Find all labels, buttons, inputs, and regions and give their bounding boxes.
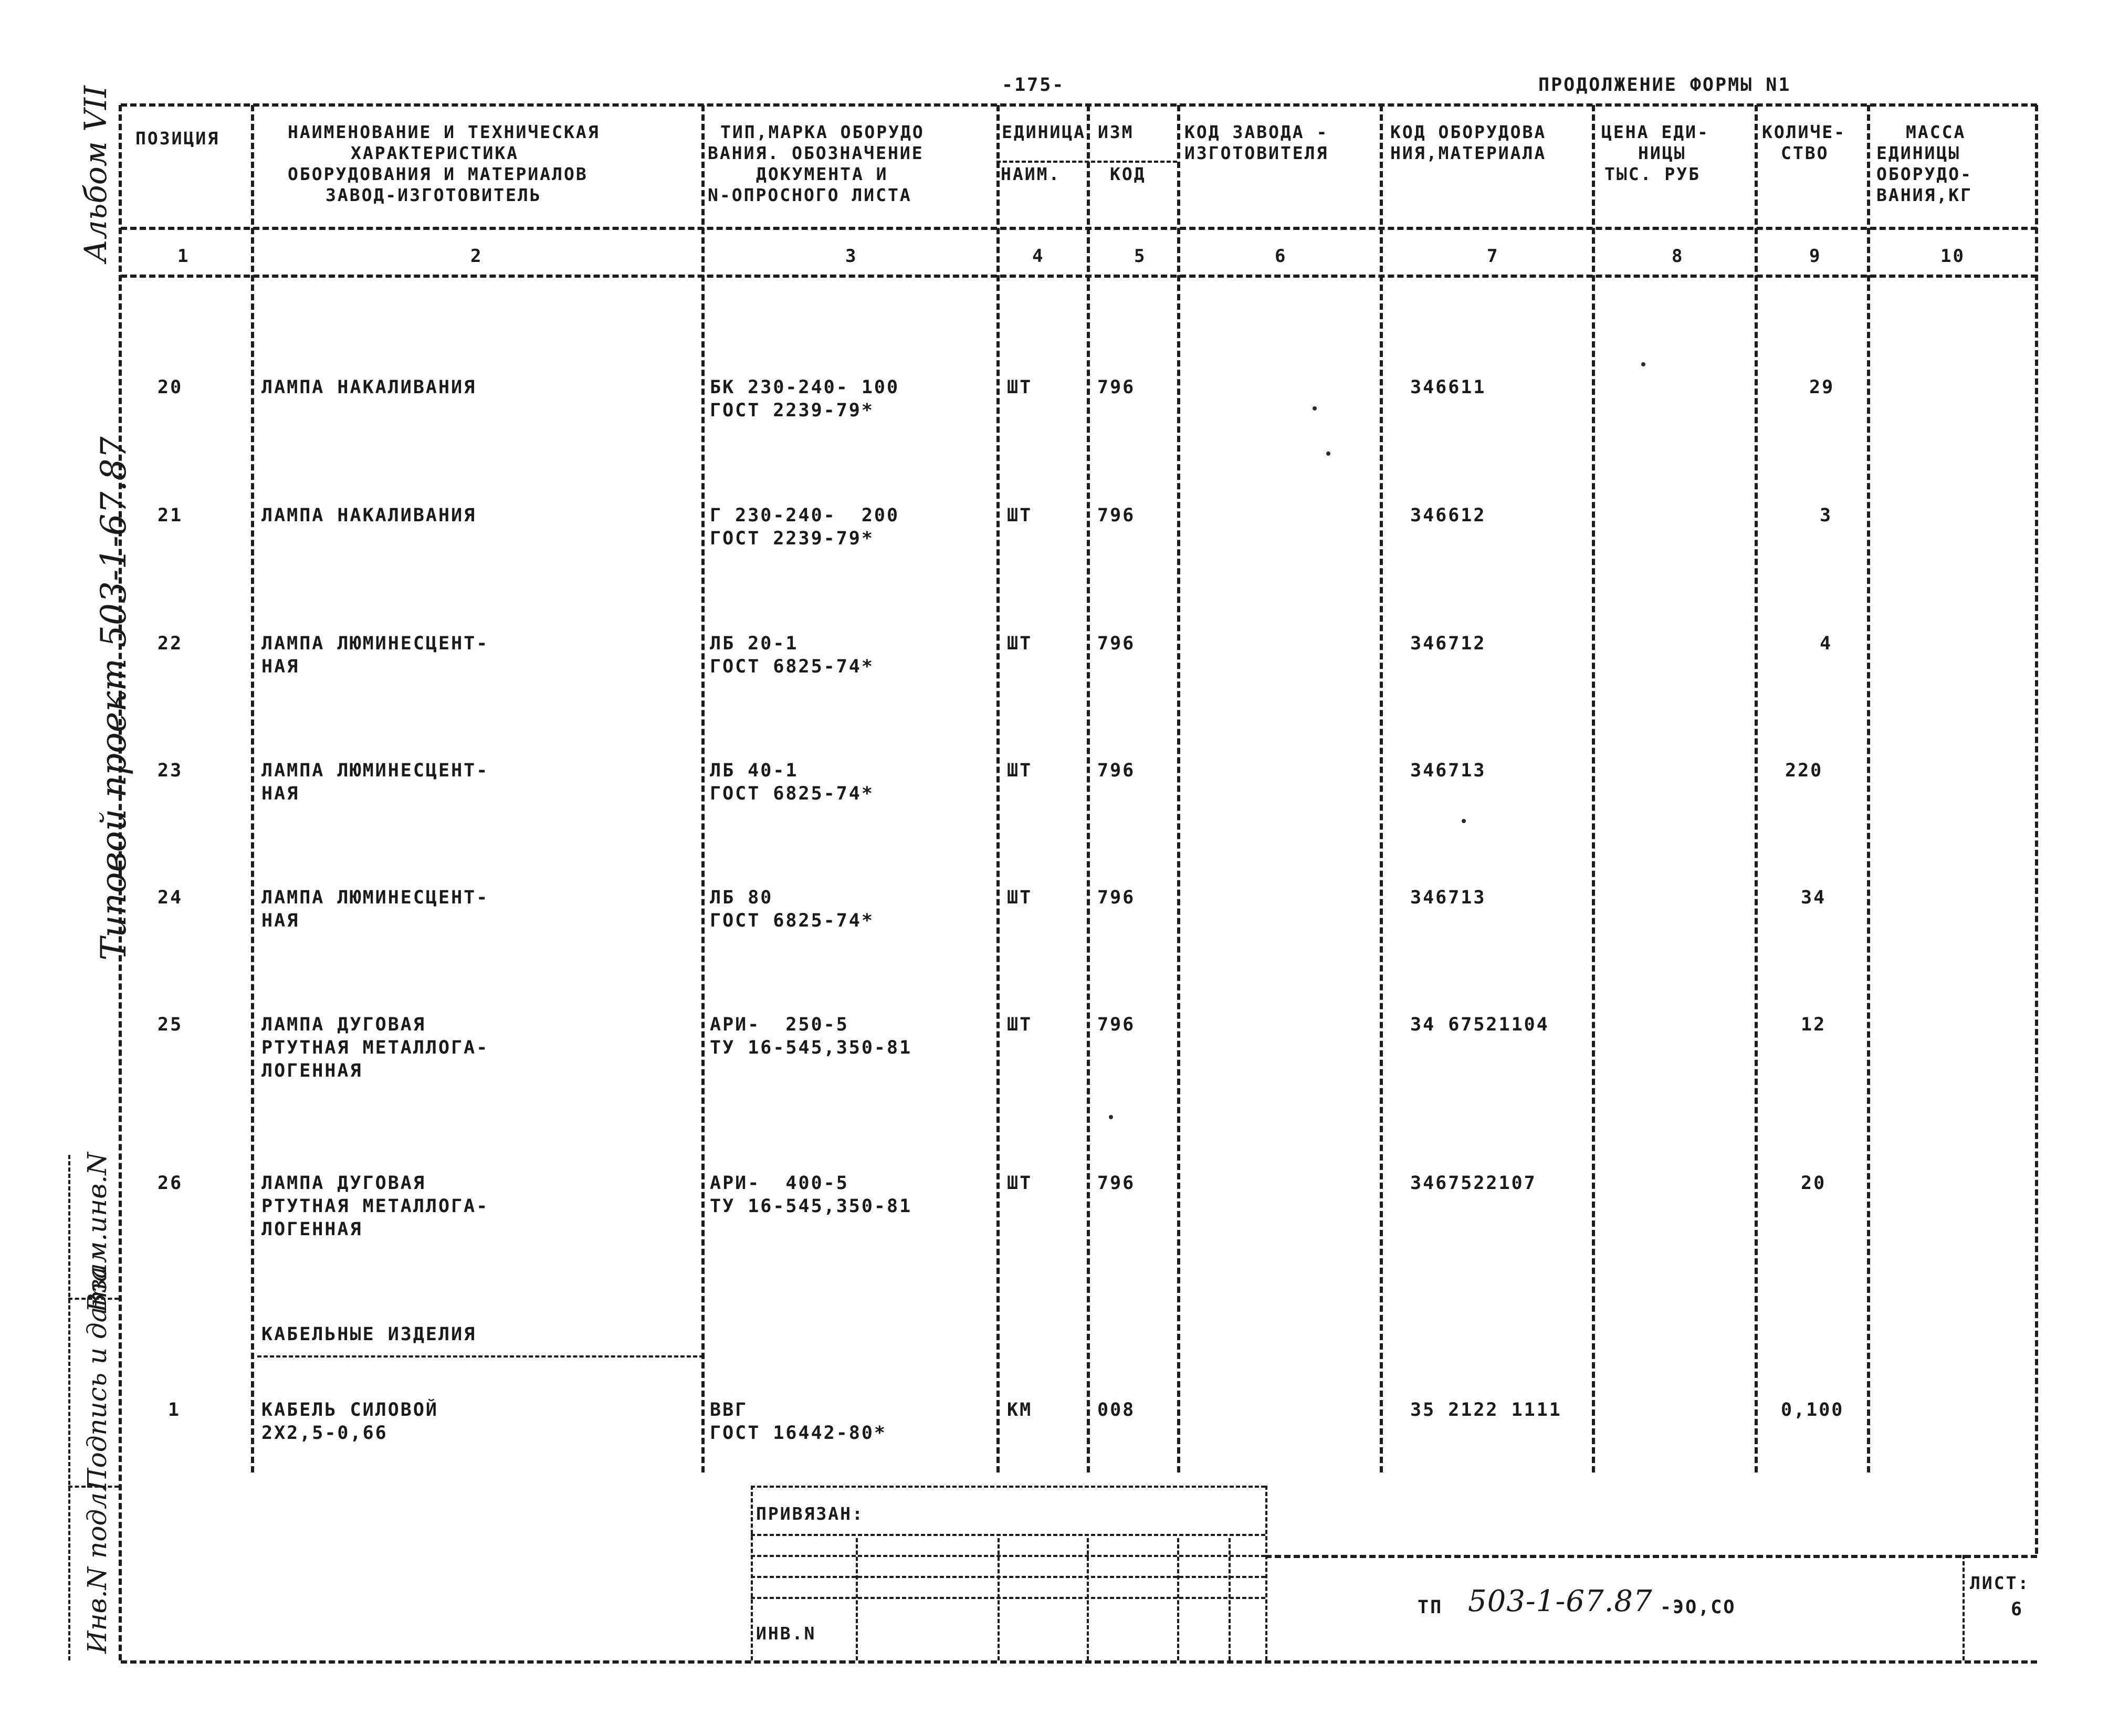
- header-col-2-line-2: ХАРАКТЕРИСТИКА: [351, 143, 519, 163]
- header-col-9-line-1: КОЛИЧЕ-: [1762, 122, 1846, 142]
- row-type-line: ВВГ: [710, 1400, 748, 1421]
- row-material-code: 34 67521104: [1410, 1014, 1549, 1035]
- col-sep-6: [1380, 105, 1383, 1472]
- header-col-4-name: НАИМ.: [1001, 164, 1061, 184]
- row-material-code: 346713: [1410, 760, 1486, 781]
- row-type-line: АРИ- 250-5: [710, 1014, 849, 1035]
- row-type-line: ГОСТ 6825-74*: [710, 783, 874, 804]
- project-label: Типовой проект 503-1-67.87: [93, 436, 134, 961]
- row-unit-code: 796: [1097, 633, 1136, 654]
- header-col-9-line-2: СТВО: [1781, 143, 1829, 163]
- row-unit: КМ: [1007, 1400, 1033, 1421]
- row-name-line: КАБЕЛЬ СИЛОВОЙ: [261, 1400, 439, 1421]
- header-col-7-line-1: КОД ОБОРУДОВА: [1390, 122, 1547, 142]
- row-unit: ШТ: [1007, 760, 1033, 781]
- row-name-line: ЛАМПА ЛЮМИНЕСЦЕНТ-: [261, 760, 489, 781]
- scan-speck: [1326, 451, 1330, 456]
- title-block-sep: [998, 1538, 1000, 1660]
- row-position: 20: [158, 377, 183, 398]
- scan-speck: [1641, 362, 1645, 366]
- row-unit-code: 796: [1097, 377, 1136, 398]
- row-quantity: 0,100: [1781, 1400, 1844, 1421]
- header-col-10-line-4: ВАНИЯ,КГ: [1876, 185, 1972, 205]
- unit-subheader-line: [996, 161, 1177, 163]
- stamp-border: [68, 1155, 70, 1660]
- continuation-note: ПРОДОЛЖЕНИЕ ФОРМЫ N1: [1538, 75, 1791, 96]
- header-col-3-line-2: ВАНИЯ. ОБОЗНАЧЕНИЕ: [708, 143, 924, 163]
- row-name-line: НАЯ: [261, 656, 300, 677]
- title-block-sep: [1265, 1486, 1267, 1660]
- title-block-line: [751, 1576, 1265, 1578]
- col-sep-7: [1592, 105, 1595, 1472]
- sheet-box-sep: [1963, 1555, 1965, 1660]
- row-name-line: ЛОГЕННАЯ: [261, 1060, 363, 1081]
- row-type-line: ГОСТ 6825-74*: [710, 910, 874, 931]
- row-type-line: ГОСТ 16442-80*: [710, 1423, 887, 1444]
- row-type-line: ГОСТ 6825-74*: [710, 656, 874, 677]
- frame-bottom: [121, 1660, 2037, 1664]
- row-unit: ШТ: [1007, 377, 1033, 398]
- row-unit: ШТ: [1007, 1014, 1033, 1035]
- col-number-5: 5: [1134, 246, 1147, 267]
- row-quantity: 220: [1785, 760, 1823, 781]
- row-material-code: 346712: [1410, 633, 1486, 654]
- row-material-code: 346612: [1410, 505, 1486, 526]
- row-unit-code: 796: [1097, 887, 1136, 908]
- row-position: 22: [158, 633, 183, 654]
- header-col-10-line-2: ЕДИНИЦЫ: [1876, 143, 1961, 163]
- row-name-line: ЛАМПА ДУГОВАЯ: [261, 1014, 426, 1035]
- stamp-divider: [68, 1486, 119, 1488]
- row-type-line: ТУ 16-545,350-81: [710, 1037, 912, 1058]
- row-position: 24: [158, 887, 183, 908]
- header-col-2-line-3: ОБОРУДОВАНИЯ И МАТЕРИАЛОВ: [288, 164, 588, 184]
- title-block-line: [751, 1597, 1265, 1599]
- row-name-line: ЛАМПА НАКАЛИВАНИЯ: [261, 377, 477, 398]
- row-name-line: ЛАМПА НАКАЛИВАНИЯ: [261, 505, 477, 526]
- title-block-sep: [1229, 1538, 1231, 1660]
- title-block-line: [751, 1534, 1265, 1536]
- row-type-line: ЛБ 80: [710, 887, 773, 908]
- stamp-divider: [68, 1298, 119, 1300]
- col-sep-3: [996, 105, 1000, 1472]
- row-unit: ШТ: [1007, 633, 1033, 654]
- header-col-7-line-2: НИЯ,МАТЕРИАЛА: [1390, 143, 1547, 163]
- title-block-line: [751, 1555, 1265, 1557]
- header-col-3-line-1: ТИП,МАРКА ОБОРУДО: [720, 122, 925, 142]
- row-unit: ШТ: [1007, 887, 1033, 908]
- row-unit-code: 796: [1097, 1173, 1136, 1194]
- row-quantity: 12: [1801, 1014, 1827, 1035]
- col-number-6: 6: [1275, 246, 1287, 267]
- row-name-line: ЛАМПА ЛЮМИНЕСЦЕНТ-: [261, 633, 489, 654]
- col-number-7: 7: [1487, 246, 1499, 267]
- column-number-divider: [121, 275, 2037, 278]
- frame-right: [2035, 105, 2038, 1554]
- sheet-number: 6: [2011, 1599, 2024, 1620]
- row-material-code: 346713: [1410, 887, 1486, 908]
- row-position: 26: [158, 1173, 183, 1194]
- row-type-line: Г 230-240- 200: [710, 505, 900, 526]
- scan-speck: [1462, 819, 1466, 823]
- row-type-line: ГОСТ 2239-79*: [710, 528, 874, 549]
- scan-speck: [1109, 1115, 1113, 1119]
- col-number-8: 8: [1672, 246, 1684, 267]
- col-number-2: 2: [470, 246, 483, 267]
- row-unit: ШТ: [1007, 1173, 1033, 1194]
- header-col-6-line-2: ИЗГОТОВИТЕЛЯ: [1184, 143, 1329, 163]
- inventory-label: ИНВ.N: [756, 1623, 816, 1644]
- title-block-sep: [856, 1538, 858, 1660]
- col-sep-1: [251, 105, 254, 1472]
- header-col-2-line-1: НАИМЕНОВАНИЕ И ТЕХНИЧЕСКАЯ: [288, 122, 600, 142]
- col-number-9: 9: [1809, 246, 1822, 267]
- row-quantity: 29: [1809, 377, 1835, 398]
- row-type-line: АРИ- 400-5: [710, 1173, 849, 1194]
- row-material-code: 35 2122 1111: [1410, 1400, 1562, 1421]
- row-name-line: ЛАМПА ЛЮМИНЕСЦЕНТ-: [261, 887, 489, 908]
- row-name-line: НАЯ: [261, 910, 300, 931]
- privyazan-label: ПРИВЯЗАН:: [756, 1503, 864, 1524]
- row-unit-code: 796: [1097, 760, 1136, 781]
- page-number: -175-: [1002, 75, 1065, 96]
- row-name-line: 2Х2,5-0,66: [261, 1423, 388, 1444]
- title-block-sep: [751, 1486, 753, 1660]
- document-code-prefix: ТП: [1418, 1597, 1443, 1618]
- title-block-main-line: [1265, 1555, 2037, 1558]
- row-unit-code: 008: [1097, 1400, 1136, 1421]
- stamp-inv-original: Инв.N подл.: [82, 1484, 112, 1654]
- row-name-line: РТУТНАЯ МЕТАЛЛОГА-: [261, 1037, 489, 1058]
- row-unit-code: 796: [1097, 1014, 1136, 1035]
- stamp-vzam-inv: Взам.инв.N: [82, 1152, 112, 1312]
- row-position: 1: [168, 1400, 181, 1421]
- header-col-4-title: ЕДИНИЦА ИЗМ: [1002, 122, 1134, 142]
- title-block-line: [751, 1486, 1265, 1488]
- title-block-sep: [1087, 1538, 1089, 1660]
- header-col-3-line-4: N-ОПРОСНОГО ЛИСТА: [708, 185, 912, 205]
- col-sep-8: [1755, 105, 1758, 1472]
- document-code-number: 503-1-67.87: [1468, 1584, 1653, 1618]
- row-material-code: 346611: [1410, 377, 1486, 398]
- row-type-line: ЛБ 40-1: [710, 760, 799, 781]
- row-position: 25: [158, 1014, 183, 1035]
- header-col-8-line-1: ЦЕНА ЕДИ-: [1601, 122, 1709, 142]
- col-number-10: 10: [1940, 246, 1965, 267]
- row-quantity: 20: [1801, 1173, 1827, 1194]
- section-title-underline: [257, 1355, 704, 1358]
- section-title: КАБЕЛЬНЫЕ ИЗДЕЛИЯ: [261, 1324, 477, 1345]
- row-name-line: ЛОГЕННАЯ: [261, 1219, 363, 1240]
- row-material-code: 3467522107: [1410, 1173, 1537, 1194]
- row-name-line: НАЯ: [261, 783, 300, 804]
- row-type-line: ЛБ 20-1: [710, 633, 799, 654]
- sheet-label: ЛИСТ:: [1970, 1573, 2030, 1593]
- scan-speck: [1313, 406, 1317, 411]
- header-col-8-line-3: ТЫС. РУБ: [1604, 164, 1701, 184]
- album-label: Альбом VII: [78, 86, 113, 262]
- col-sep-4: [1087, 105, 1090, 1472]
- frame-top: [121, 103, 2037, 107]
- row-unit: ШТ: [1007, 505, 1033, 526]
- row-name-line: ЛАМПА ДУГОВАЯ: [261, 1173, 426, 1194]
- header-col-10-line-1: МАССА: [1906, 122, 1966, 142]
- row-position: 21: [158, 505, 183, 526]
- col-number-4: 4: [1032, 246, 1045, 267]
- col-number-3: 3: [845, 246, 858, 267]
- row-quantity: 3: [1820, 505, 1833, 526]
- row-quantity: 34: [1801, 887, 1827, 908]
- row-unit-code: 796: [1097, 505, 1136, 526]
- col-sep-5: [1177, 105, 1180, 1472]
- header-col-3-line-3: ДОКУМЕНТА И: [756, 164, 888, 184]
- col-sep-9: [1867, 105, 1870, 1472]
- row-type-line: ГОСТ 2239-79*: [710, 400, 874, 421]
- document-code-suffix: -ЭО,СО: [1660, 1597, 1736, 1618]
- header-col-8-line-2: НИЦЫ: [1638, 143, 1686, 163]
- header-col-1: ПОЗИЦИЯ: [135, 128, 220, 149]
- header-col-5-code: КОД: [1110, 164, 1146, 184]
- header-col-2-line-4: ЗАВОД-ИЗГОТОВИТЕЛЬ: [326, 185, 542, 205]
- row-name-line: РТУТНАЯ МЕТАЛЛОГА-: [261, 1196, 489, 1217]
- title-block-sep: [1177, 1538, 1179, 1660]
- row-position: 23: [158, 760, 183, 781]
- col-number-1: 1: [177, 246, 190, 267]
- row-quantity: 4: [1820, 633, 1833, 654]
- row-type-line: ТУ 16-545,350-81: [710, 1196, 912, 1217]
- header-col-6-line-1: КОД ЗАВОДА -: [1184, 122, 1329, 142]
- col-sep-2: [701, 105, 705, 1472]
- header-divider: [121, 227, 2037, 230]
- header-col-10-line-3: ОБОРУДО-: [1876, 164, 1972, 184]
- row-type-line: БК 230-240- 100: [710, 377, 900, 398]
- stamp-signature-date: Подпись и дата: [82, 1266, 112, 1491]
